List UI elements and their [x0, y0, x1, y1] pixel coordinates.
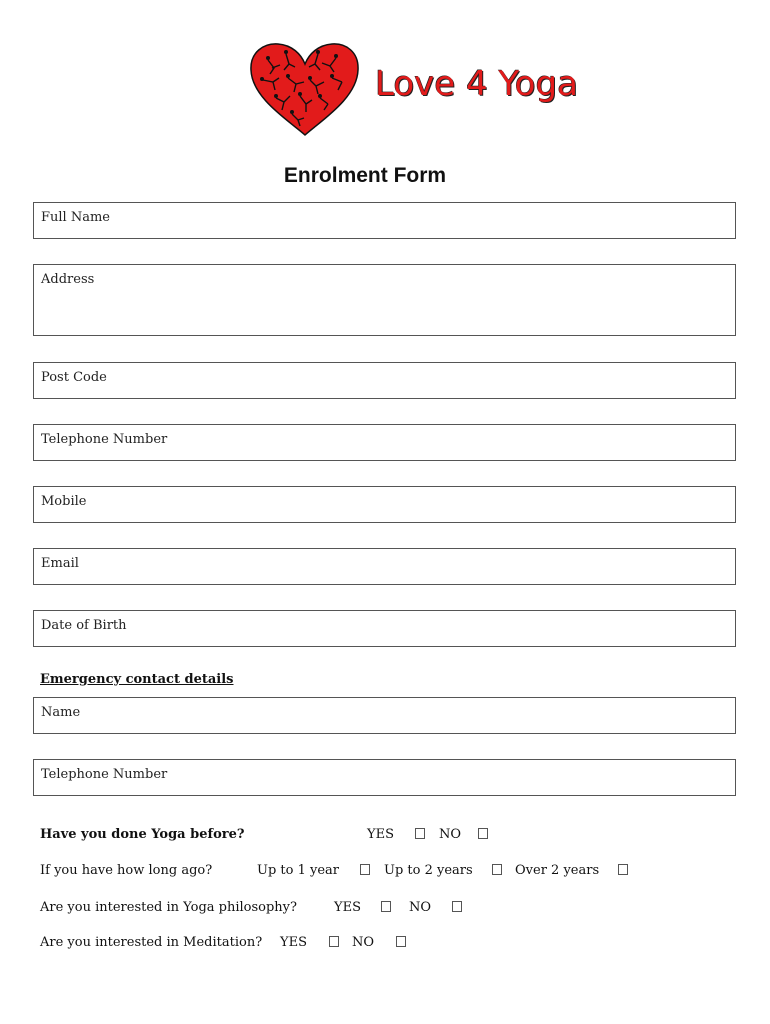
done-yoga-yes-checkbox[interactable]: [415, 828, 425, 839]
address-field[interactable]: [33, 264, 736, 336]
emergency-name-field[interactable]: [33, 697, 736, 734]
meditation-label: Are you interested in Meditation?: [40, 935, 263, 950]
telephone-field[interactable]: [33, 424, 736, 461]
heart-of-yoga-figures-icon: [248, 40, 363, 140]
over-2-years-label: Over 2 years: [515, 863, 600, 878]
email-label: Email: [41, 556, 79, 571]
done-yoga-yes-label: YES: [367, 827, 394, 842]
philosophy-no-checkbox[interactable]: [452, 901, 462, 912]
mobile-label: Mobile: [41, 494, 87, 509]
mobile-field[interactable]: [33, 486, 736, 523]
emergency-name-label: Name: [41, 705, 81, 720]
up-to-1-year-label: Up to 1 year: [257, 863, 339, 878]
telephone-label: Telephone Number: [41, 432, 168, 447]
done-yoga-label: Have you done Yoga before?: [40, 827, 245, 842]
done-yoga-no-label: NO: [439, 827, 462, 842]
full-name-field[interactable]: [33, 202, 736, 239]
meditation-no-label: NO: [352, 935, 375, 950]
philosophy-label: Are you interested in Yoga philosophy?: [40, 900, 297, 915]
up-to-1-year-checkbox[interactable]: [360, 864, 370, 875]
done-yoga-no-checkbox[interactable]: [478, 828, 488, 839]
post-code-field[interactable]: [33, 362, 736, 399]
how-long-label: If you have how long ago?: [40, 863, 213, 878]
post-code-label: Post Code: [41, 370, 107, 385]
philosophy-yes-checkbox[interactable]: [381, 901, 391, 912]
up-to-2-years-label: Up to 2 years: [384, 863, 473, 878]
emergency-heading: Emergency contact details: [40, 672, 234, 687]
emergency-telephone-label: Telephone Number: [41, 767, 168, 782]
date-of-birth-field[interactable]: [33, 610, 736, 647]
emergency-telephone-field[interactable]: [33, 759, 736, 796]
form-title: Enrolment Form: [283, 164, 447, 187]
logo: [248, 40, 588, 140]
address-label: Address: [41, 272, 95, 287]
date-of-birth-label: Date of Birth: [41, 618, 127, 633]
up-to-2-years-checkbox[interactable]: [492, 864, 502, 875]
meditation-no-checkbox[interactable]: [396, 936, 406, 947]
meditation-yes-checkbox[interactable]: [329, 936, 339, 947]
over-2-years-checkbox[interactable]: [618, 864, 628, 875]
philosophy-no-label: NO: [409, 900, 432, 915]
philosophy-yes-label: YES: [334, 900, 361, 915]
email-field[interactable]: [33, 548, 736, 585]
full-name-label: Full Name: [41, 210, 110, 225]
meditation-yes-label: YES: [280, 935, 307, 950]
logo-text: Love 4 Yoga: [375, 64, 578, 104]
